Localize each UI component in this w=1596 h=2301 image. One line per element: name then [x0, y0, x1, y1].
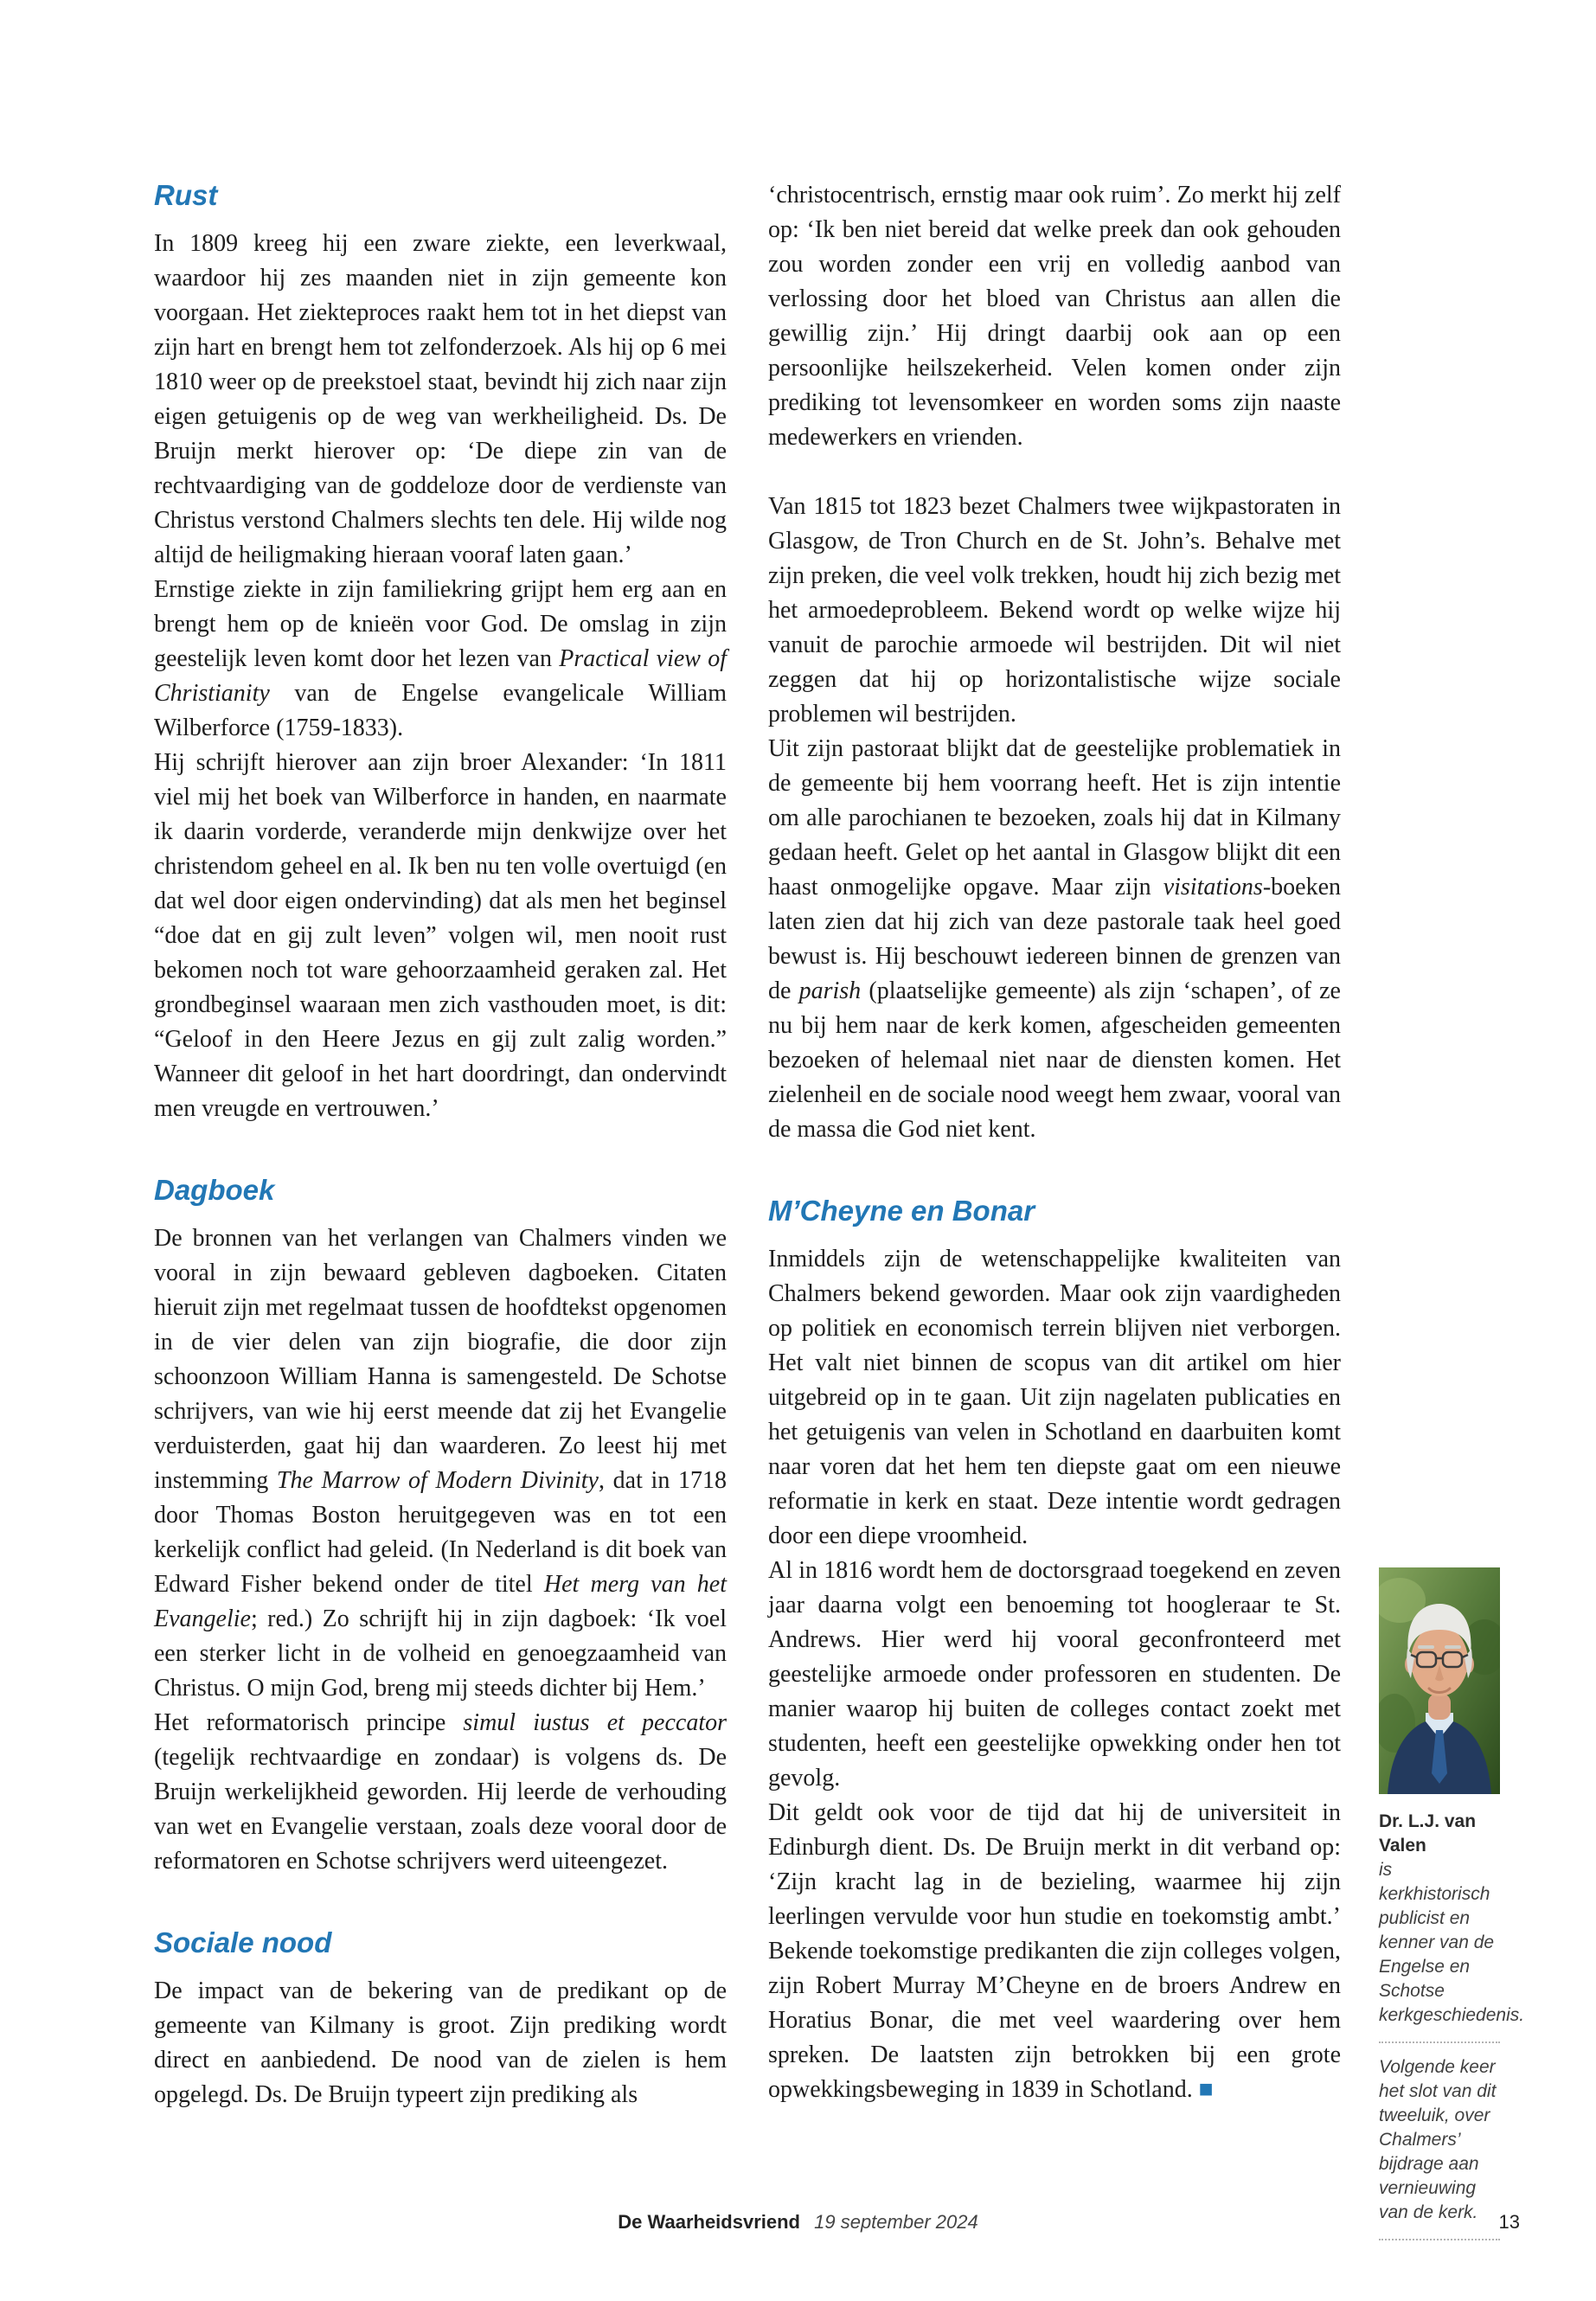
article-paragraph: Uit zijn pastoraat blijkt dat de geestelijke problematiek in de gemeente bij hem voorrang heeft. Het is zijn intentie om alle parochianen te bezoeken, zoals hij dat in Kilmany gedaan heeft. Gelet op het aantal in Glasgow blijkt dit een haast onmogelijke opgave. Maar zijn visitations-boeken laten zien dat hij zich van deze pastorale taak heel goed bewust is. Hij beschouwt iedereen binnen de grenzen van de parish (plaatselijke gemeente) als zijn ‘schapen’, of ze nu bij hem naar de kerk komen, afgescheiden gemeenten bezoeken of helemaal niet naar de diensten komen. Het zielenheil en de sociale nood weegt hem zwaar, vooral van de massa die God niet kent. [768, 735, 1341, 1143]
section-sociale-nood [154, 1926, 727, 2112]
article-paragraph: De impact van de bekering van de predikant op de gemeente van Kilmany is groot. Zijn prediking wordt direct en aanbiedend. De nood van de zielen is hem opgelegd. Ds. De Bruijn typeert zijn prediking als [154, 1977, 727, 2108]
article-left-column [154, 178, 727, 2112]
article-right-column [768, 178, 1341, 2107]
article-paragraph: Het reformatorisch principe simul iustus et peccator (tegelijk rechtvaardige en zondaar) is volgens ds. De Bruijn werkelijkheid geworden. Hij leerde de verhouding van wet en Evangelie verstaan, zoals deze vooral door de reformatoren en Schotse schrijvers werd uiteengezet. [154, 1709, 727, 1875]
author-bio: is kerkhistorisch publicist en kenner van de Engelse en Schotse kerkgeschiedenis. [1379, 1860, 1525, 2025]
magazine-title: De Waarheidsvriend [618, 2211, 800, 2233]
author-caption [1379, 1810, 1525, 2028]
issue-date: 19 september 2024 [814, 2211, 978, 2233]
author-photo [1379, 1567, 1500, 1794]
section-heading-mcheyne-en-bonar: M’Cheyne en Bonar [768, 1195, 1035, 1227]
section-heading-dagboek: Dagboek [154, 1174, 275, 1206]
next-issue-note: Volgende keer het slot van dit tweeluik, over Chalmers’ bijdrage aan vernieuwing van de kerk. [1379, 2057, 1497, 2222]
author-name: Dr. L.J. van Valen [1379, 1811, 1477, 1856]
page-number: 13 [1498, 2211, 1520, 2233]
article-paragraph: Ernstige ziekte in zijn familiekring grijpt hem erg aan en brengt hem op de knieën voor God. De omslag in zijn geestelijk leven komt door het lezen van Practical view of Christianity van de Engelse evangelicale William Wilberforce (1759-1833). [154, 576, 727, 741]
article-paragraph: Inmiddels zijn de wetenschappelijke kwaliteiten van Chalmers bekend geworden. Maar ook zijn vaardigheden op politiek en economisch terrein blijven niet verborgen. Het valt niet binnen de scopus van dit artikel om hier uitgebreid op in te gaan. Uit zijn nagelaten publicaties en het getuigenis van velen in Schotland en daarbuiten komt naar voren dat het hem ten diepste gaat om een nieuwe reformatie in kerk en staat. Deze intentie wordt gedragen door een diepe vroomheid. [768, 1246, 1341, 1549]
section-rust [154, 178, 727, 1126]
section-sociale-nood-continued [768, 178, 1341, 1147]
article-paragraph: De bronnen van het verlangen van Chalmers vinden we vooral in zijn bewaard gebleven dagboeken. Citaten hieruit zijn met regelmaat tussen de hoofdtekst opgenomen in de vier delen van zijn biografie, die door zijn schoonzoon William Hanna is samengesteld. De Schotse schrijvers, van wie hij eerst meende dat zij het Evangelie verduisterden, gaat hij dan waarderen. Zo leest hij met instemming The Marrow of Modern Divinity, dat in 1718 door Thomas Boston heruitgegeven was en tot een kerkelijk conflict had geleid. (In Nederland is dit boek van Edward Fisher bekend onder de titel Het merg van het Evangelie; red.) Zo schrijft hij in zijn dagboek: ‘Ik voel een sterker licht in de volheid en genoegzaamheid van Christus. O mijn God, breng mij steeds dichter bij Hem.’ [154, 1225, 727, 1702]
section-heading-sociale-nood: Sociale nood [154, 1926, 332, 1958]
section-heading-rust: Rust [154, 179, 218, 211]
dotted-divider [1379, 2239, 1500, 2240]
section-mcheyne-en-bonar [768, 1194, 1341, 2107]
dotted-divider [1379, 2041, 1500, 2043]
footer-center [0, 2211, 1596, 2234]
article-paragraph: Hij schrijft hierover aan zijn broer Alexander: ‘In 1811 viel mij het boek van Wilberforce in handen, en naarmate ik daarin vorderde, veranderde mijn denkwijze over het christendom geheel en al. Ik ben nu ten volle overtuigd (en dat wel door eigen ondervinding) dat als men het beginsel “doe dat en gij zult leven” volgen wil, men nooit rust bekomen noch tot ware gehoorzaamheid geraken zal. Het grondbeginsel waaraan men zich vasthouden moet, is dit: “Geloof in den Heere Jezus en gij zult zalig worden.” Wanneer dit geloof in het hart doordringt, dan ondervindt men vreugde en vertrouwen.’ [154, 749, 727, 1122]
article-paragraph: Al in 1816 wordt hem de doctorsgraad toegekend en zeven jaar daarna volgt een benoeming tot hoogleraar te St. Andrews. Hier werd hij vooral geconfronteerd met geestelijke armoede onder professoren en studenten. De manier waarop hij buiten de colleges contact zoekt met studenten, heeft een geestelijke opwekking onder hen tot gevolg. [768, 1557, 1341, 1791]
section-dagboek [154, 1173, 727, 1879]
article-paragraph: ‘christocentrisch, ernstig maar ook ruim’. Zo merkt hij zelf op: ‘Ik ben niet bereid dat welke preek dan ook gehouden zou worden zonder een vrij en volledig aanbod van verlossing door het bloed van Christus aan allen die gewillig zijn.’ Hij dringt daarbij ook aan op een persoonlijke heilszekerheid. Velen komen onder zijn prediking tot levensomkeer en worden soms zijn naaste medewerkers en vrienden. [768, 182, 1341, 451]
article-paragraph: Van 1815 tot 1823 bezet Chalmers twee wijkpastoraten in Glasgow, de Tron Church en de St. John’s. Behalve met zijn preken, die veel volk trekken, houdt hij zich bezig met het armoedeprobleem. Bekend wordt op welke wijze hij vanuit de parochie armoede wil bestrijden. Dit wil niet zeggen dat hij op horizontalistische wijze sociale problemen wil bestrijden. [768, 493, 1341, 727]
article-paragraph: In 1809 kreeg hij een zware ziekte, een leverkwaal, waardoor hij zes maanden niet in zijn gemeente kon voorgaan. Het ziekteproces raakt hem tot in het diepst van zijn hart en brengt hem tot zelfonderzoek. Als hij op 6 mei 1810 weer op de preekstoel staat, bevindt hij zich naar zijn eigen getuigenis op de weg van werkheiligheid. Ds. De Bruijn merkt hierover op: ‘De diepe zin van de rechtvaardiging van de goddeloze door de verdienste van Christus verstond Chalmers slechts ten dele. Hij wilde nog altijd de heiligmaking hieraan vooraf laten gaan.’ [154, 230, 727, 568]
article-paragraph: Dit geldt ook voor de tijd dat hij de universiteit in Edinburgh dient. Ds. De Bruijn merkt in dit verband op: ‘Zijn kracht lag in de bezieling, waarmee hij zijn leerlingen vervulde voor hun studie en toekomstig ambt.’ Bekende toekomstige predikanten die zijn colleges volgen, zijn Robert Murray M’Cheyne en de broers Andrew en Horatius Bonar, die met veel waardering over hem spreken. De laatsten zijn betrokken bij een grote opwekkingsbeweging in 1839 in Schotland. ■ [768, 1799, 1341, 2103]
page-footer [0, 2211, 1596, 2234]
author-portrait-illustration [1379, 1567, 1500, 1794]
